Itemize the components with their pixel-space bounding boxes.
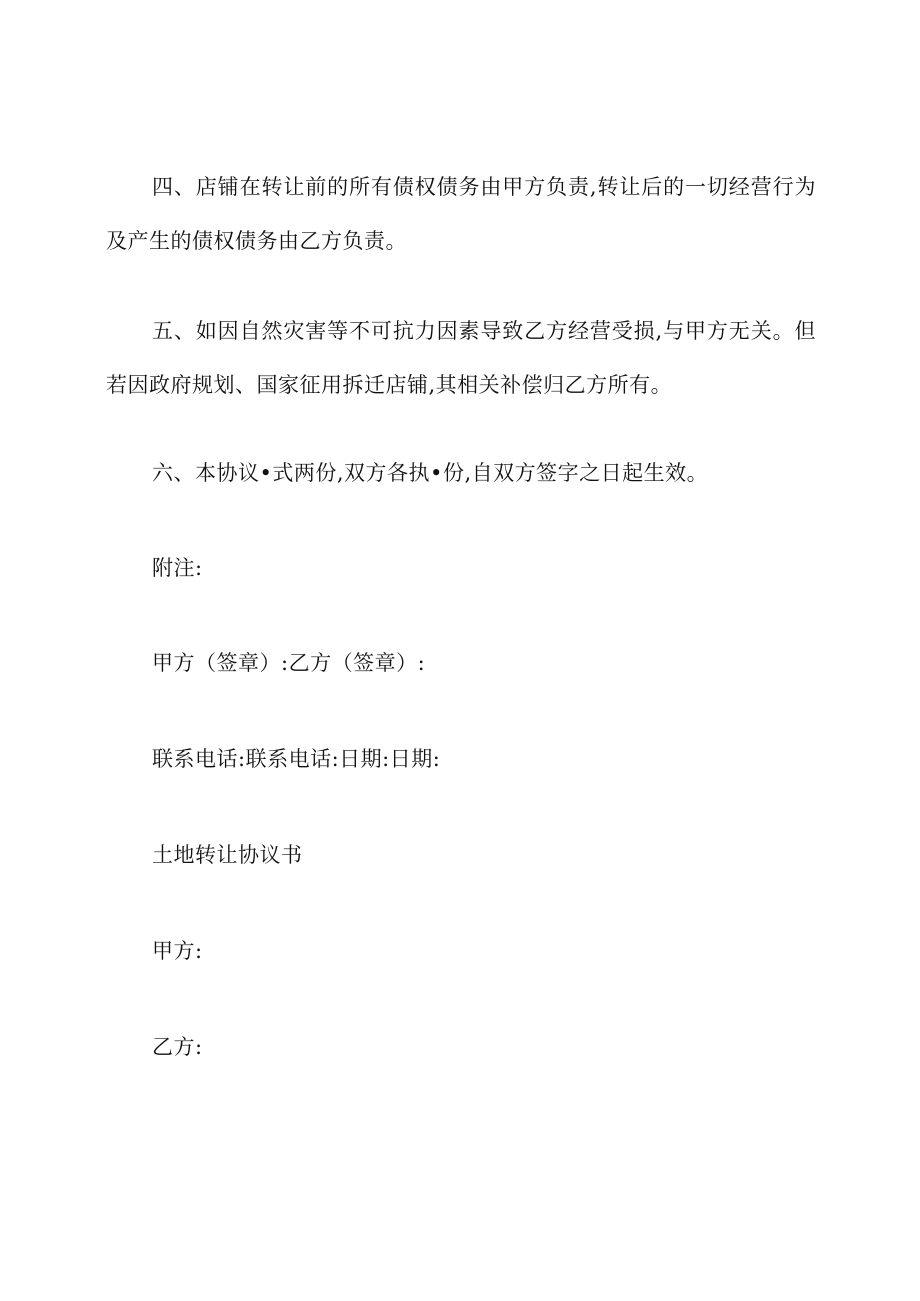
land-transfer-title: 土地转让协议书 [152, 843, 303, 867]
party-a-label: 甲方: [152, 939, 203, 963]
clause-five-paragraph: 五、如因自然灾害等不可抗力因素导致乙方经营受损,与甲方无关。但若因政府规划、国家征用拆迁店铺,其相关补偿归乙方所有。 [106, 319, 816, 397]
note-label: 附注: [152, 556, 203, 580]
clause-four-paragraph: 四、店铺在转让前的所有债权债务由甲方负责,转让后的一切经营行为及产生的债权债务由乙方负责。 [106, 175, 816, 253]
clause-six-line: 六、本协议•式两份,双方各执•份,自双方签字之日起生效。 [152, 461, 709, 485]
signature-line: 甲方（签章）:乙方（签章）: [152, 651, 426, 675]
party-b-label: 乙方: [152, 1035, 203, 1059]
contact-date-line: 联系电话:联系电话:日期:日期: [152, 747, 441, 771]
